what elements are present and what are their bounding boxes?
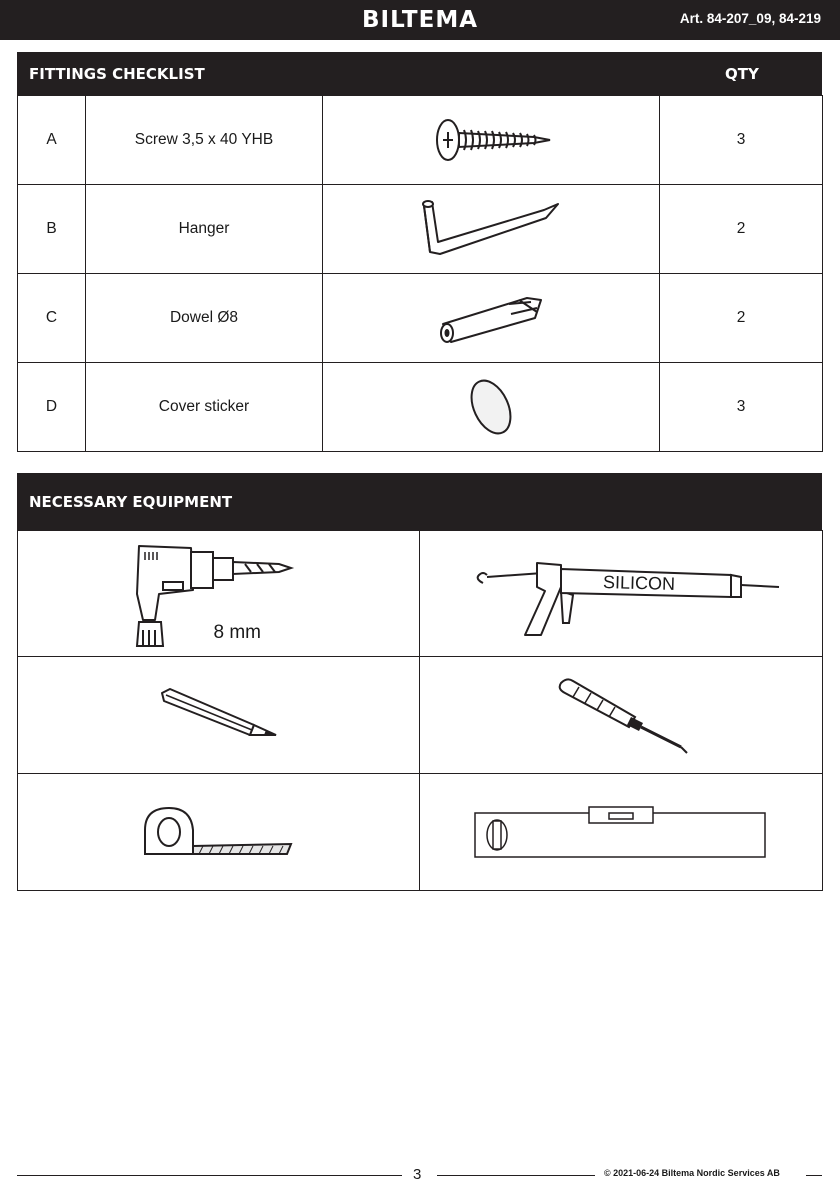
equipment-row <box>18 657 823 774</box>
row-letter: D <box>18 363 86 452</box>
drill-bit-size: 8 mm <box>213 621 261 643</box>
brand-logo: BILTEMA <box>361 7 479 33</box>
spirit-level-cell <box>420 774 823 891</box>
table-row <box>18 96 823 185</box>
equipment-grid <box>17 530 823 891</box>
row-letter: A <box>18 96 86 185</box>
table-row <box>18 363 823 452</box>
equipment-row <box>18 774 823 891</box>
caulking-gun-icon <box>461 539 781 649</box>
sticker-icon <box>323 363 660 452</box>
copyright-text: © 2021-06-24 Biltema Nordic Services AB <box>604 1168 780 1178</box>
wall-plug-icon <box>323 274 660 363</box>
pencil-cell <box>18 657 420 774</box>
row-name: Screw 3,5 x 40 YHB <box>86 96 323 185</box>
footer-rule-left <box>17 1175 402 1176</box>
equipment-title: NECESSARY EQUIPMENT <box>29 493 233 511</box>
row-letter: B <box>18 185 86 274</box>
tape-measure-cell <box>18 774 420 891</box>
caulking-gun-cell <box>420 531 823 657</box>
tape-measure-icon <box>139 802 299 862</box>
row-qty: 2 <box>660 274 823 363</box>
row-qty: 3 <box>660 96 823 185</box>
footer-rule-middle <box>437 1175 595 1176</box>
drill-cell <box>18 531 420 657</box>
hanger-hook-icon <box>323 185 660 274</box>
row-qty: 2 <box>660 185 823 274</box>
footer-rule-right <box>806 1175 822 1176</box>
table-row <box>18 274 823 363</box>
drill-icon <box>119 534 319 654</box>
equipment-header <box>17 473 822 530</box>
row-name: Dowel Ø8 <box>86 274 323 363</box>
fittings-table <box>17 95 823 452</box>
screw-icon <box>323 96 660 185</box>
table-row <box>18 185 823 274</box>
screwdriver-cell <box>420 657 823 774</box>
page-number: 3 <box>413 1166 422 1183</box>
top-bar <box>0 0 840 40</box>
row-name: Hanger <box>86 185 323 274</box>
silicon-label: SILICON <box>602 571 676 594</box>
row-qty: 3 <box>660 363 823 452</box>
equipment-row <box>18 531 823 657</box>
qty-header: QTY <box>725 65 759 83</box>
row-name: Cover sticker <box>86 363 323 452</box>
fittings-header <box>17 52 822 95</box>
row-letter: C <box>18 274 86 363</box>
article-number: Art. 84-207_09, 84-219 <box>679 11 821 26</box>
spirit-level-icon <box>473 805 769 859</box>
fittings-title: FITTINGS CHECKLIST <box>29 65 205 83</box>
screwdriver-icon <box>551 673 691 757</box>
pencil-icon <box>154 685 284 745</box>
